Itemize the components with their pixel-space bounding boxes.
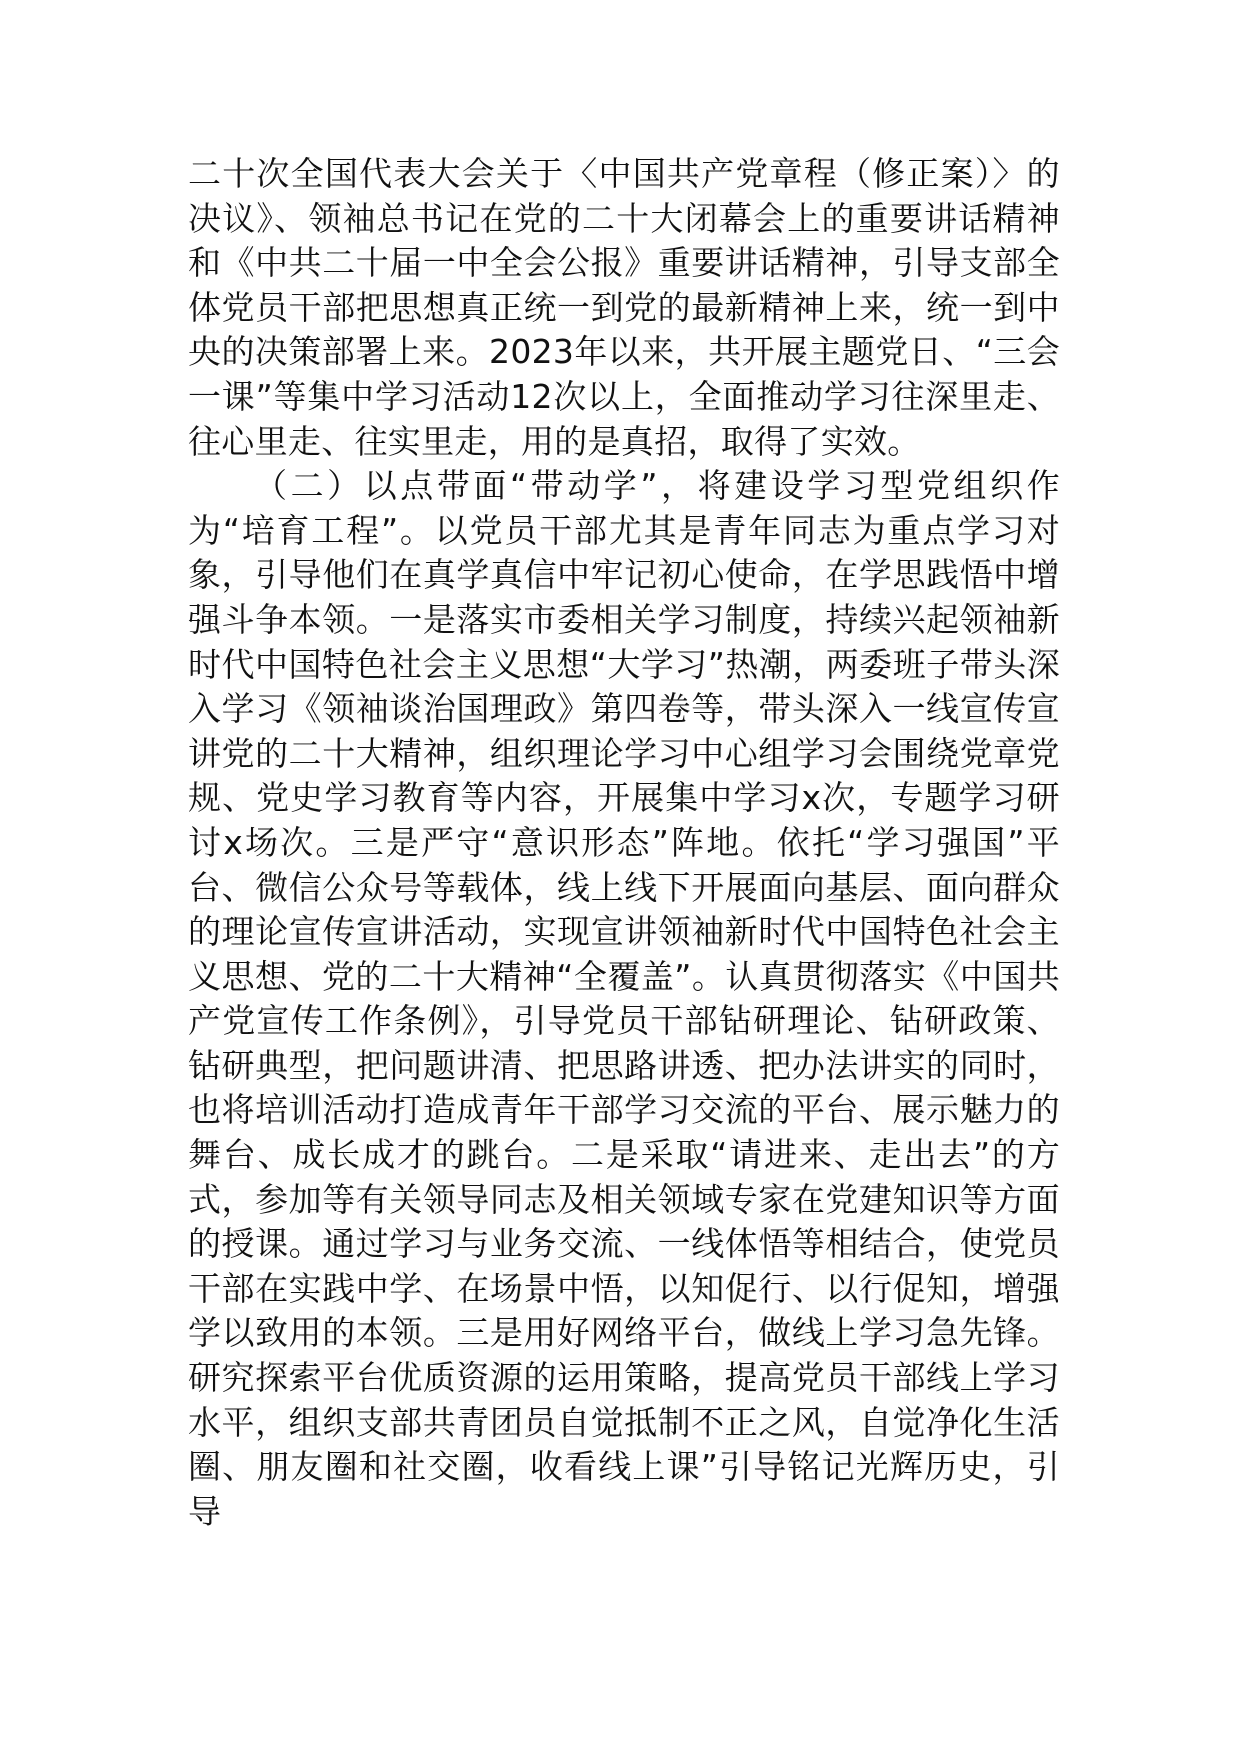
paragraph-continuation: 二十次全国代表大会关于〈中国共产党章程（修正案）〉的决议》、领袖总书记在党的二十大闭幕会上的重要讲话精神和《中共二十届一中全会公报》重要讲话精神，引导支部全体党员干部把思想真正统一到党的最新精神上来，统一到中央的决策部署上来。2023年以来，共开展主题党日、“三会一课”等集中学习活动12次以上，全面推动学习往深里走、往心里走、往实里走，用的是真招，取得了实效。 bbox=[188, 154, 1060, 461]
paragraph-section-two: （二）以点带面“带动学”，将建设学习型党组织作为“培育工程”。以党员干部尤其是青年同志为重点学习对象，引导他们在真学真信中牢记初心使命，在学思践悟中增强斗争本领。一是落实市委相关学习制度，持续兴起领袖新时代中国特色社会主义思想“大学习”热潮，两委班子带头深入学习《领袖谈治国理政》第四卷等，带头深入一线宣传宣讲党的二十大精神，组织理论学习中心组学习会围绕党章党规、党史学习教育等内容，开展集中学习x次，专题学习研讨x场次。三是严守“意识形态”阵地。依托“学习强国”平台、微信公众号等载体，线上线下开展面向基层、面向群众的理论宣传宣讲活动，实现宣讲领袖新时代中国特色社会主义思想、党的二十大精神“全覆盖”。认真贯彻落实《中国共产党宣传工作条例》，引导党员干部钻研理论、钻研政策、钻研典型，把问题讲清、把思路讲透、把办法讲实的同时，也将培训活动打造成青年干部学习交流的平台、展示魅力的舞台、成长成才的跳台。二是采取“请进来、走出去”的方式，参加等有关领导同志及相关领域专家在党建知识等方面的授课。通过学习与业务交流、一线体悟等相结合，使党员干部在实践中学、在场景中悟，以知促行、以行促知，增强学以致用的本领。三是用好网络平台，做线上学习急先锋。研究探索平台优质资源的运用策略，提高党员干部线上学习水平，组织支部共青团员自觉抵制不正之风，自觉净化生活圈、朋友圈和社交圈，收看线上课”引导铭记光辉历史，引导 bbox=[188, 466, 1060, 1531]
body-text bbox=[188, 152, 1060, 1534]
